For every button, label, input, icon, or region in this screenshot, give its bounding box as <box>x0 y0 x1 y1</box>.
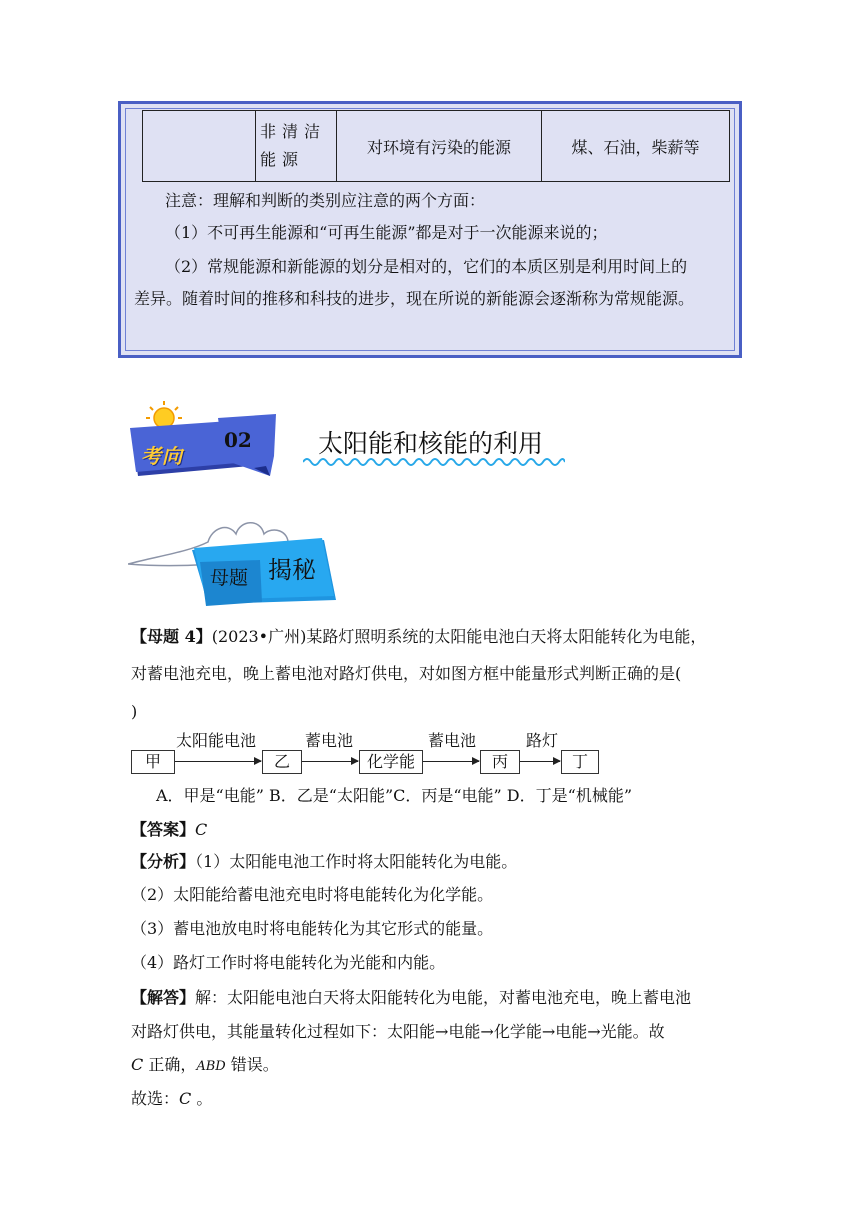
flow-box: 化学能 <box>359 750 423 774</box>
table-cell <box>143 111 256 182</box>
question-line: ) <box>131 702 138 721</box>
solution-line <box>131 986 741 1010</box>
arrow-icon <box>423 761 479 762</box>
solution-correct: C <box>131 1055 144 1074</box>
flow-box: 甲 <box>131 750 175 774</box>
secret-banner-right: 揭秘 <box>268 556 316 584</box>
solution-text: 错误。 <box>225 1055 279 1074</box>
sun-icon <box>146 401 182 428</box>
flow-box: 乙 <box>262 750 302 774</box>
arrow-icon <box>302 761 358 762</box>
conclusion-text: 。 <box>191 1089 213 1108</box>
answer-label: 【答案】 <box>131 820 196 839</box>
question-source: (2023•广州) <box>211 627 307 646</box>
solution-label: 【解答】 <box>131 988 196 1007</box>
conclusion-text: 故选： <box>131 1089 180 1108</box>
wavy-underline <box>303 456 565 468</box>
analysis-line: （2）太阳能给蓄电池充电时将电能转化为化学能。 <box>131 885 494 904</box>
analysis-label: 【分析】 <box>131 852 196 871</box>
arrow-icon <box>175 761 261 762</box>
table-cell: 煤、石油，柴薪等 <box>542 111 730 182</box>
section-title: 太阳能和核能的利用 <box>318 429 544 458</box>
solution-line: 对路灯供电，其能量转化过程如下：太阳能→电能→化学能→电能→光能。故 <box>131 1022 665 1041</box>
secret-banner-left: 母题 <box>210 567 249 589</box>
note-line: 差异。随着时间的推移和科技的进步，现在所说的新能源会逐渐称为常规能源。 <box>134 289 695 308</box>
energy-flow-diagram <box>131 728 731 778</box>
answer-value: C <box>195 820 208 839</box>
conclusion-line <box>131 1087 741 1111</box>
analysis-text: （1）太阳能电池工作时将太阳能转化为电能。 <box>195 852 518 871</box>
note-line: （2）常规能源和新能源的划分是相对的，它们的本质区别是利用时间上的 <box>165 257 688 276</box>
flow-box: 丁 <box>561 750 599 774</box>
flow-label: 太阳能电池 <box>176 731 257 750</box>
note-line: 注意：理解和判断的类别应注意的两个方面： <box>165 191 486 210</box>
secret-banner-graphic <box>128 512 350 612</box>
answer-line <box>131 818 741 842</box>
flow-label: 蓄电池 <box>305 731 354 750</box>
question-label: 【母题 4】 <box>131 627 212 646</box>
energy-table <box>142 110 730 182</box>
flow-label: 路灯 <box>526 731 559 750</box>
question-line: 对蓄电池充电，晚上蓄电池对路灯供电，对如图方框中能量形式判断正确的是( <box>131 664 682 683</box>
conclusion-answer: C <box>179 1089 192 1108</box>
analysis-line: （3）蓄电池放电时将电能转化为其它形式的能量。 <box>131 919 494 938</box>
section-number: 02 <box>224 428 252 452</box>
table-cell: 非清洁能源 <box>256 111 337 182</box>
solution-text: 正确， <box>143 1055 197 1074</box>
flow-box: 丙 <box>480 750 520 774</box>
arrow-icon <box>520 761 560 762</box>
table-cell: 对环境有污染的能源 <box>337 111 542 182</box>
question-line <box>131 625 741 649</box>
solution-text: 解：太阳能电池白天将太阳能转化为电能，对蓄电池充电，晚上蓄电池 <box>195 988 692 1007</box>
solution-wrong: ABD <box>196 1059 226 1074</box>
solution-line <box>131 1053 741 1079</box>
analysis-line: （4）路灯工作时将电能转化为光能和内能。 <box>131 953 446 972</box>
question-options: A．甲是“电能” B．乙是“太阳能”C．丙是“电能” D．丁是“机械能” <box>156 786 632 805</box>
section-tag: 考向 <box>141 444 183 468</box>
question-text: 某路灯照明系统的太阳能电池白天将太阳能转化为电能， <box>306 627 707 646</box>
note-line: （1）不可再生能源和“可再生能源”都是对于一次能源来说的； <box>165 223 608 242</box>
analysis-line <box>131 850 741 874</box>
table-row <box>143 111 730 182</box>
flow-label: 蓄电池 <box>428 731 477 750</box>
